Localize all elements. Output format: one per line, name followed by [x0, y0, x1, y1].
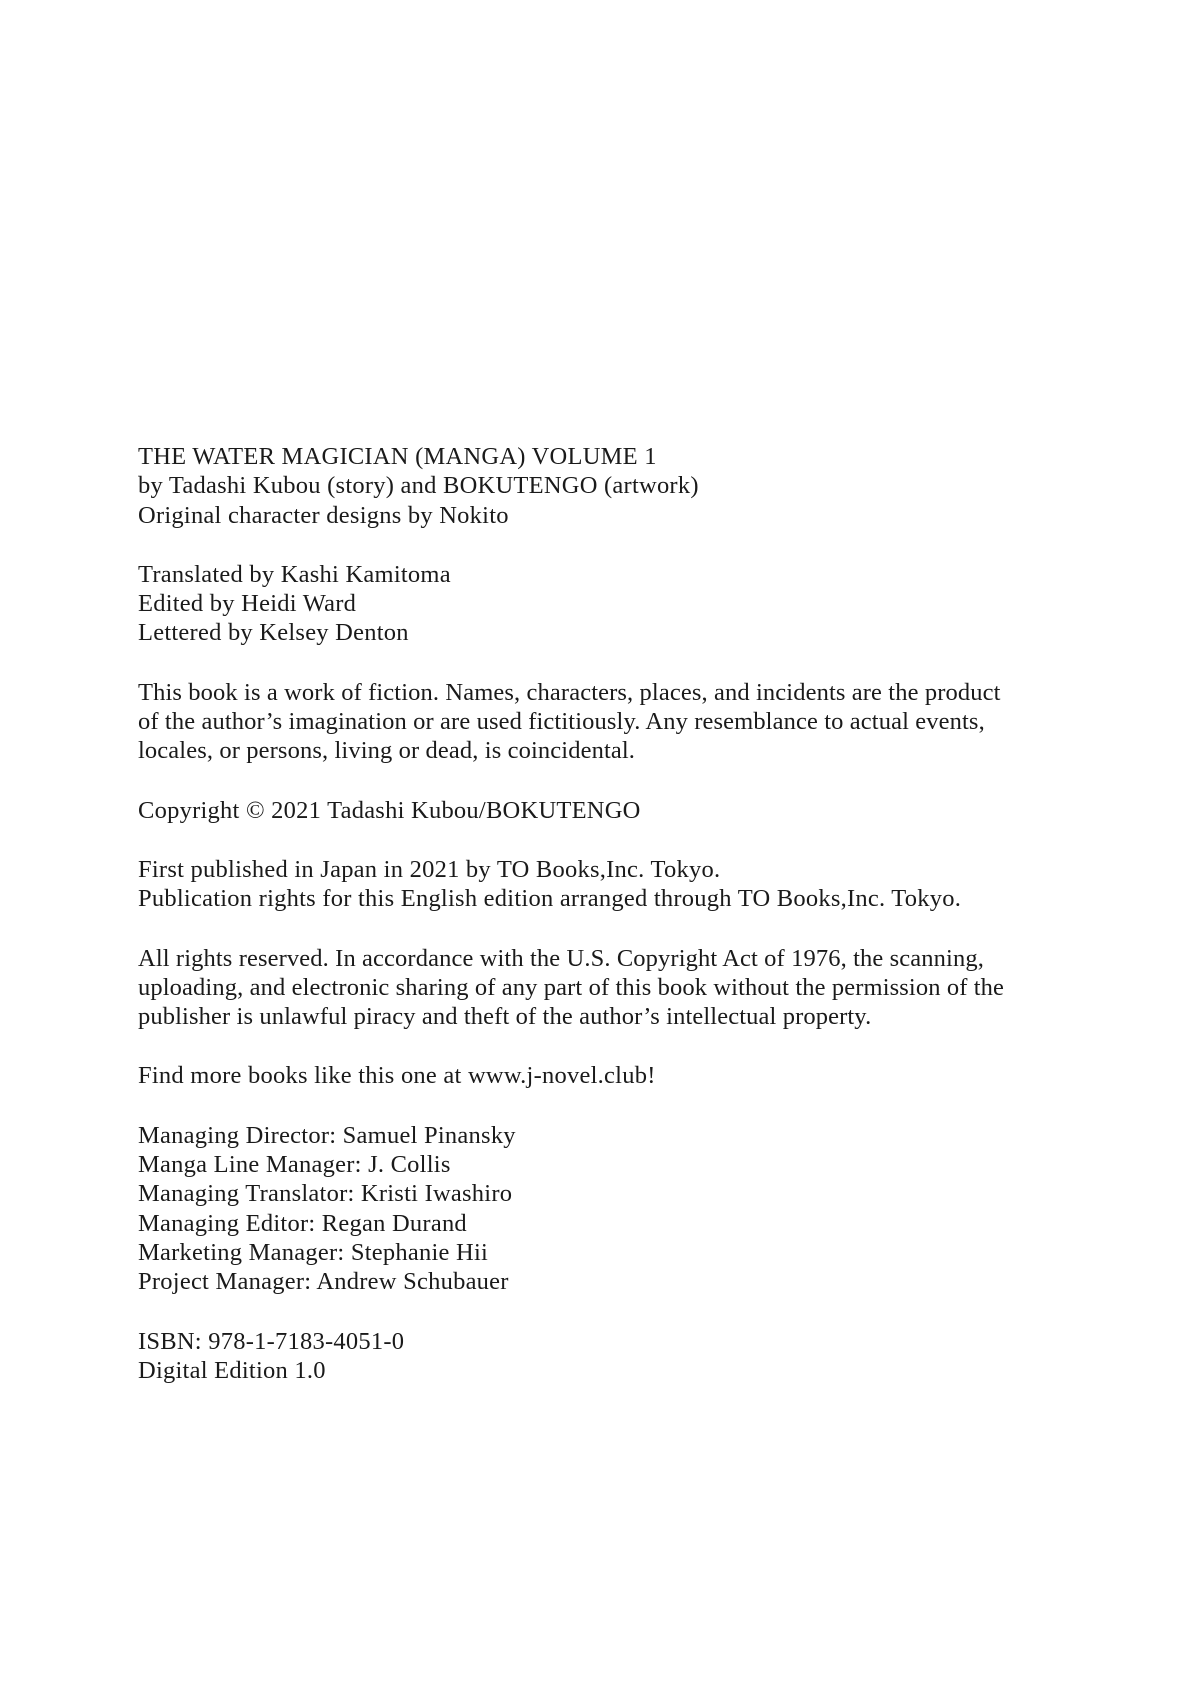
- staff-credit-line: Project Manager: Andrew Schubauer: [138, 1268, 509, 1296]
- staff-credits-block: [138, 1121, 1028, 1297]
- digital-edition-number: Digital Edition 1.0: [138, 1356, 326, 1384]
- production-credits-block: [138, 560, 1028, 648]
- fiction-disclaimer-text: This book is a work of fiction. Names, characters, places, and incidents are the product of the author’s imagination or are used fictitiously. Any resemblance to actual events, locales, or persons, living or dead, is coincidental.: [138, 678, 1001, 765]
- translator-credit: Translated by Kashi Kamitoma: [138, 560, 451, 588]
- rights-reserved-text: All rights reserved. In accordance with the U.S. Copyright Act of 1976, the scanning, uploading, and electronic sharing of any part of this book without the permission of the publisher is unlawful piracy and theft of the author’s intellectual property.: [138, 944, 1005, 1031]
- title-block: [138, 442, 1028, 530]
- book-title: THE WATER MAGICIAN (MANGA) VOLUME 1: [138, 443, 657, 470]
- isbn-number: ISBN: 978-1-7183-4051-0: [138, 1327, 405, 1355]
- rights-reserved-block: [138, 944, 1028, 1032]
- letterer-credit: Lettered by Kelsey Denton: [138, 619, 409, 647]
- book-byline: by Tadashi Kubou (story) and BOKUTENGO (artwork): [138, 472, 699, 500]
- staff-credit-line: Managing Editor: Regan Durand: [138, 1209, 467, 1237]
- staff-credit-line: Manga Line Manager: J. Collis: [138, 1151, 451, 1179]
- promo-block: [138, 1061, 1028, 1090]
- identifier-block: [138, 1327, 1028, 1386]
- staff-credit-line: Managing Translator: Kristi Iwashiro: [138, 1180, 513, 1208]
- publication-rights-notice: Publication rights for this English edition arranged through TO Books,Inc. Tokyo.: [138, 885, 962, 913]
- staff-credit-line: Managing Director: Samuel Pinansky: [138, 1121, 516, 1149]
- fiction-disclaimer-block: [138, 678, 1028, 766]
- publication-block: [138, 855, 1028, 914]
- copyright-notice: Copyright © 2021 Tadashi Kubou/BOKUTENGO: [138, 796, 641, 824]
- staff-credit-line: Marketing Manager: Stephanie Hii: [138, 1238, 489, 1266]
- colophon-text-column: [138, 442, 1028, 1385]
- editor-credit: Edited by Heidi Ward: [138, 590, 357, 618]
- character-designer-credit: Original character designs by Nokito: [138, 501, 509, 529]
- promo-text: Find more books like this one at www.j-novel.club!: [138, 1062, 656, 1090]
- first-publication-notice: First published in Japan in 2021 by TO Books,Inc. Tokyo.: [138, 855, 721, 883]
- copyright-block: [138, 796, 1028, 825]
